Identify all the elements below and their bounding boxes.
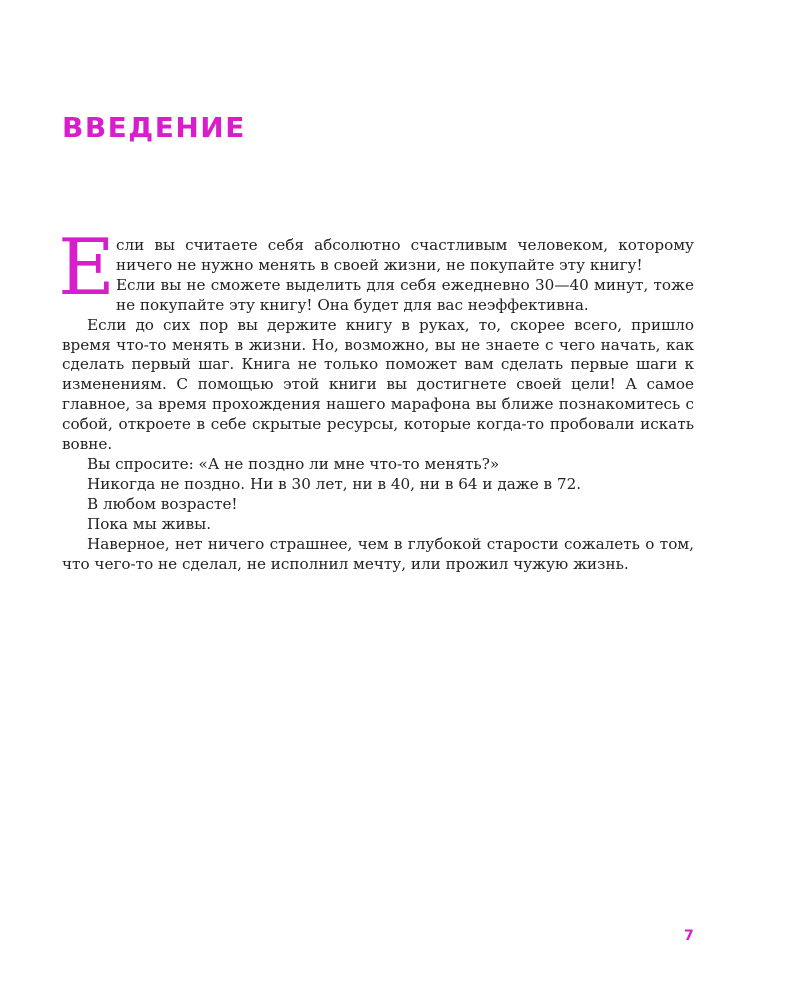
- body-paragraph: Никогда не поздно. Ни в 30 лет, ни в 40, ни в 64 и даже в 72.: [87, 474, 582, 493]
- chapter-title: ВВЕДЕНИЕ: [62, 111, 246, 144]
- body-paragraph: Наверное, нет ничего страшнее, чем в глубокой старости сожалеть о том, что чего-то не сделал, не исполнил мечту, или прожил чужую жизнь.: [62, 534, 694, 573]
- drop-cap: Е: [58, 223, 115, 313]
- intro-line-1: сли вы считаете себя абсолютно счастливым человеком, которому ничего не нужно менять в своей жизни, не покупайте эту книгу!: [115, 236, 694, 274]
- chapter-body: [58, 223, 694, 574]
- page-number: 7: [684, 928, 694, 944]
- body-paragraph: В любом возрасте!: [87, 494, 238, 513]
- body-paragraph: Пока мы живы.: [87, 514, 212, 533]
- intro-line-2: Если вы не сможете выделить для себя ежедневно 30—40 минут, тоже не покупайте эту книгу! Она будет для вас неэффективна.: [115, 275, 694, 314]
- intro-paragraph-2: [62, 276, 694, 316]
- body-paragraph: Если до сих пор вы держите книгу в руках, то, скорее всего, пришло время что-то менять в жизни. Но, возможно, вы не знаете с чего начать, как сделать первый шаг. Книга не только поможет вам сделать первые шаги к изменениям. С помощью этой книги вы достигнете своей цели! А самое главное, за время прохождения нашего марафона вы ближе познакомитесь с собой, откроете в себе скрытые ресурсы, которые когда-то пробовали искать вовне.: [62, 315, 694, 454]
- body-paragraph: Вы спросите: «А не поздно ли мне что-то менять?»: [87, 454, 500, 473]
